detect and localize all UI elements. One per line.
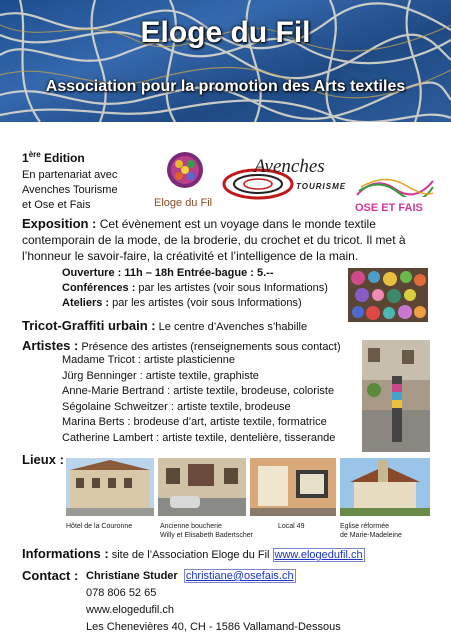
intro-line-2: Avenches Tourisme (22, 184, 118, 196)
edition-number: 1 (22, 151, 29, 165)
tricot-section (22, 318, 307, 335)
building-image (158, 458, 246, 516)
conferences-text: par les artistes (voir sous Informations) (135, 282, 328, 294)
artist-item: Ségolaine Schweitzer : artiste textile, brodeuse (62, 400, 291, 413)
caption-eglise: Eglise réformée de Marie-Madeleine (340, 523, 402, 539)
artist-item: Jürg Benninger : artiste textile, graphiste (62, 369, 259, 382)
eloge-logo-label: Eloge du Fil (154, 197, 213, 209)
building-image (250, 458, 336, 516)
church-image (340, 458, 430, 516)
building-image (66, 458, 154, 516)
ateliers-label: Ateliers : (62, 297, 110, 309)
contact-phone: 078 806 52 65 (86, 587, 157, 599)
exposition-text-1: Cet évènement est un voyage dans le monde textile (96, 217, 376, 231)
artist-item: Madame Tricot : artiste plasticienne (62, 354, 236, 366)
exposition-text-3: l’honneur le savoir-faire, la créativité et l’intelligence de la main. (22, 249, 359, 263)
ateliers-line (62, 296, 302, 311)
caption-ancienne-boucherie: Ancienne boucherie Willy et Elisabeth Badertscher (160, 523, 253, 539)
eloge-du-fil-logo (154, 150, 213, 212)
ouverture-line: Ouverture : 11h – 18h Entrée-bague : 5.-- (62, 267, 274, 279)
contact-details (86, 568, 341, 636)
exposition-heading: Exposition : (22, 216, 97, 231)
tricot-text: Le centre d’Avenches s’habille (155, 321, 308, 333)
artistes-heading: Artistes : (22, 338, 79, 353)
crochet-balls-image (348, 268, 428, 322)
artist-item: Catherine Lambert : artiste textile, dentelière, tisserande (62, 431, 336, 444)
edition-superscript: ère (28, 150, 41, 159)
flower-icon (160, 150, 210, 192)
artistes-list (62, 353, 335, 446)
contact-name: Christiane Studer (86, 570, 178, 582)
street-photo (362, 340, 430, 452)
ateliers-text: par les artistes (voir sous Informations) (109, 297, 302, 309)
informations-section (22, 546, 365, 563)
contact-website: www.elogedufil.ch (86, 604, 175, 616)
hotel-couronne-photo (66, 458, 154, 516)
tourisme-logo-label: TOURISME (296, 182, 347, 191)
artist-item: Anne-Marie Bertrand : artiste textile, brodeuse, coloriste (62, 385, 335, 397)
informations-text: site de l’Association Eloge du Fil (108, 549, 273, 561)
avenches-tourisme-logo (220, 152, 348, 207)
informations-heading: Informations : (22, 546, 109, 561)
conferences-line (62, 281, 328, 296)
header-banner (0, 0, 451, 122)
exposition-text-2: contemporain de la mode, de la broderie, du crochet et du tricot. Il met à (22, 233, 406, 247)
artistes-intro: Présence des artistes (renseignements sous contact) (78, 341, 341, 353)
caption-local-49: Local 49 (278, 523, 305, 530)
edition-word: Edition (40, 151, 85, 165)
banner-subtitle: Association pour la promotion des Arts textiles (45, 78, 406, 95)
caption-hotel-couronne: Hôtel de la Couronne (66, 523, 133, 530)
intro-text (22, 168, 118, 213)
exposition-section (22, 216, 442, 264)
conferences-label: Conférences : (62, 282, 136, 294)
intro-line-1: En partenariat avec (22, 169, 118, 181)
local-49-photo (250, 458, 336, 516)
email-link[interactable]: christiane@osefais.ch (185, 570, 294, 582)
yarn-icon (355, 175, 435, 197)
avenches-logo-label: Avenches (254, 156, 325, 177)
edition-heading (22, 150, 85, 165)
tricot-heading: Tricot-Graffiti urbain : (22, 318, 156, 333)
lieux-heading: Lieux : (22, 452, 64, 467)
ose-et-fais-logo (355, 175, 435, 214)
contact-heading: Contact : (22, 568, 79, 583)
intro-line-3: et Ose et Fais (22, 199, 91, 211)
website-link[interactable]: www.elogedufil.ch (274, 549, 363, 561)
street-pole-image (362, 340, 430, 452)
eglise-photo (340, 458, 430, 516)
contact-address: Les Chenevières 40, CH - 1586 Vallamand-Dessous (86, 621, 341, 633)
artist-item: Marina Berts : brodeuse d’art, artiste textile, formatrice (62, 416, 327, 428)
ose-logo-label: OSE ET FAIS (355, 202, 423, 214)
banner-title: Eloge du Fil (140, 16, 311, 49)
crochet-photo (348, 268, 428, 322)
ancienne-boucherie-photo (158, 458, 246, 516)
